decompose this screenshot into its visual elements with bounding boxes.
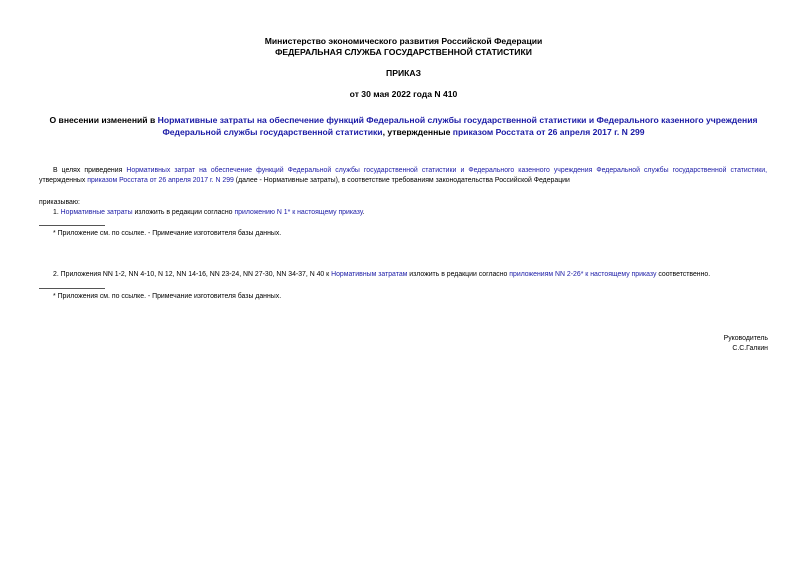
title-middle: , утвержденные (382, 127, 453, 137)
signatory-name: С.С.Галкин (732, 345, 768, 352)
preamble-line2-suffix: (далее - Нормативные затраты), в соответствие требованиям законодательства Российской Федерации (233, 177, 570, 184)
item2-middle: изложить в редакции согласно (407, 271, 510, 278)
footnote-2: * Приложения см. по ссылке. - Примечание изготовителя базы данных. (53, 293, 282, 300)
title-link-order-299[interactable]: приказом Росстата от 26 апреля 2017 г. N 299 (452, 127, 645, 137)
item2-prefix: 2. Приложения NN 1-2, NN 4-10, N 12, NN 14-16, NN 23-24, NN 27-30, NN 34-37, N 40 к (53, 271, 332, 278)
preamble-link-order-299[interactable]: приказом Росстата от 26 апреля 2017 г. N 299 (87, 177, 234, 184)
item1-link-normative-costs[interactable]: Нормативные затраты (60, 209, 133, 216)
preamble-prefix: В целях приведения (53, 167, 127, 174)
preamble-line-2 (39, 176, 570, 186)
item1-suffix: . (362, 209, 365, 216)
footnote-2-divider (39, 288, 105, 289)
item1-link-appendix-1[interactable]: приложению N 1* к настоящему приказу (234, 209, 363, 216)
ministry-name: Министерство экономического развития Российской Федерации (264, 36, 543, 46)
signatory-position: Руководитель (723, 335, 768, 342)
preamble-line-1 (53, 166, 767, 176)
item2-link-appendices[interactable]: приложениям NN 2-26* к настоящему приказу (509, 271, 657, 278)
footnote-1: * Приложение см. по ссылке. - Примечание изготовителя базы данных. (53, 230, 282, 237)
item-2 (53, 270, 710, 280)
agency-name: ФЕДЕРАЛЬНАЯ СЛУЖБА ГОСУДАРСТВЕННОЙ СТАТИСТИКИ (275, 47, 532, 57)
document-date-number: от 30 мая 2022 года N 410 (349, 89, 458, 99)
document-title (40, 114, 767, 138)
item1-middle: изложить в редакции согласно (132, 209, 235, 216)
footnote-1-divider (39, 225, 105, 226)
title-link-normative-costs[interactable]: Нормативные затраты на обеспечение функций Федеральной службы государственной статистики и Федерального казенного учреждения Федеральной службы государственной статистики (157, 115, 758, 137)
preamble-link-normative-costs[interactable]: Нормативных затрат на обеспечение функций Федеральной службы государственной статистики и Федерального казенного учреждения Федеральной службы государственной статистики, (126, 167, 767, 174)
document-type: ПРИКАЗ (386, 68, 421, 78)
item1-prefix: 1. (53, 209, 61, 216)
title-prefix: О внесении изменений в (49, 115, 158, 125)
item2-suffix: соответственно. (656, 271, 711, 278)
orders-word: приказываю: (39, 199, 80, 206)
item2-link-normative-costs[interactable]: Нормативным затратам (331, 271, 408, 278)
preamble-line2-prefix: утвержденных (39, 177, 88, 184)
item-1 (53, 208, 365, 218)
